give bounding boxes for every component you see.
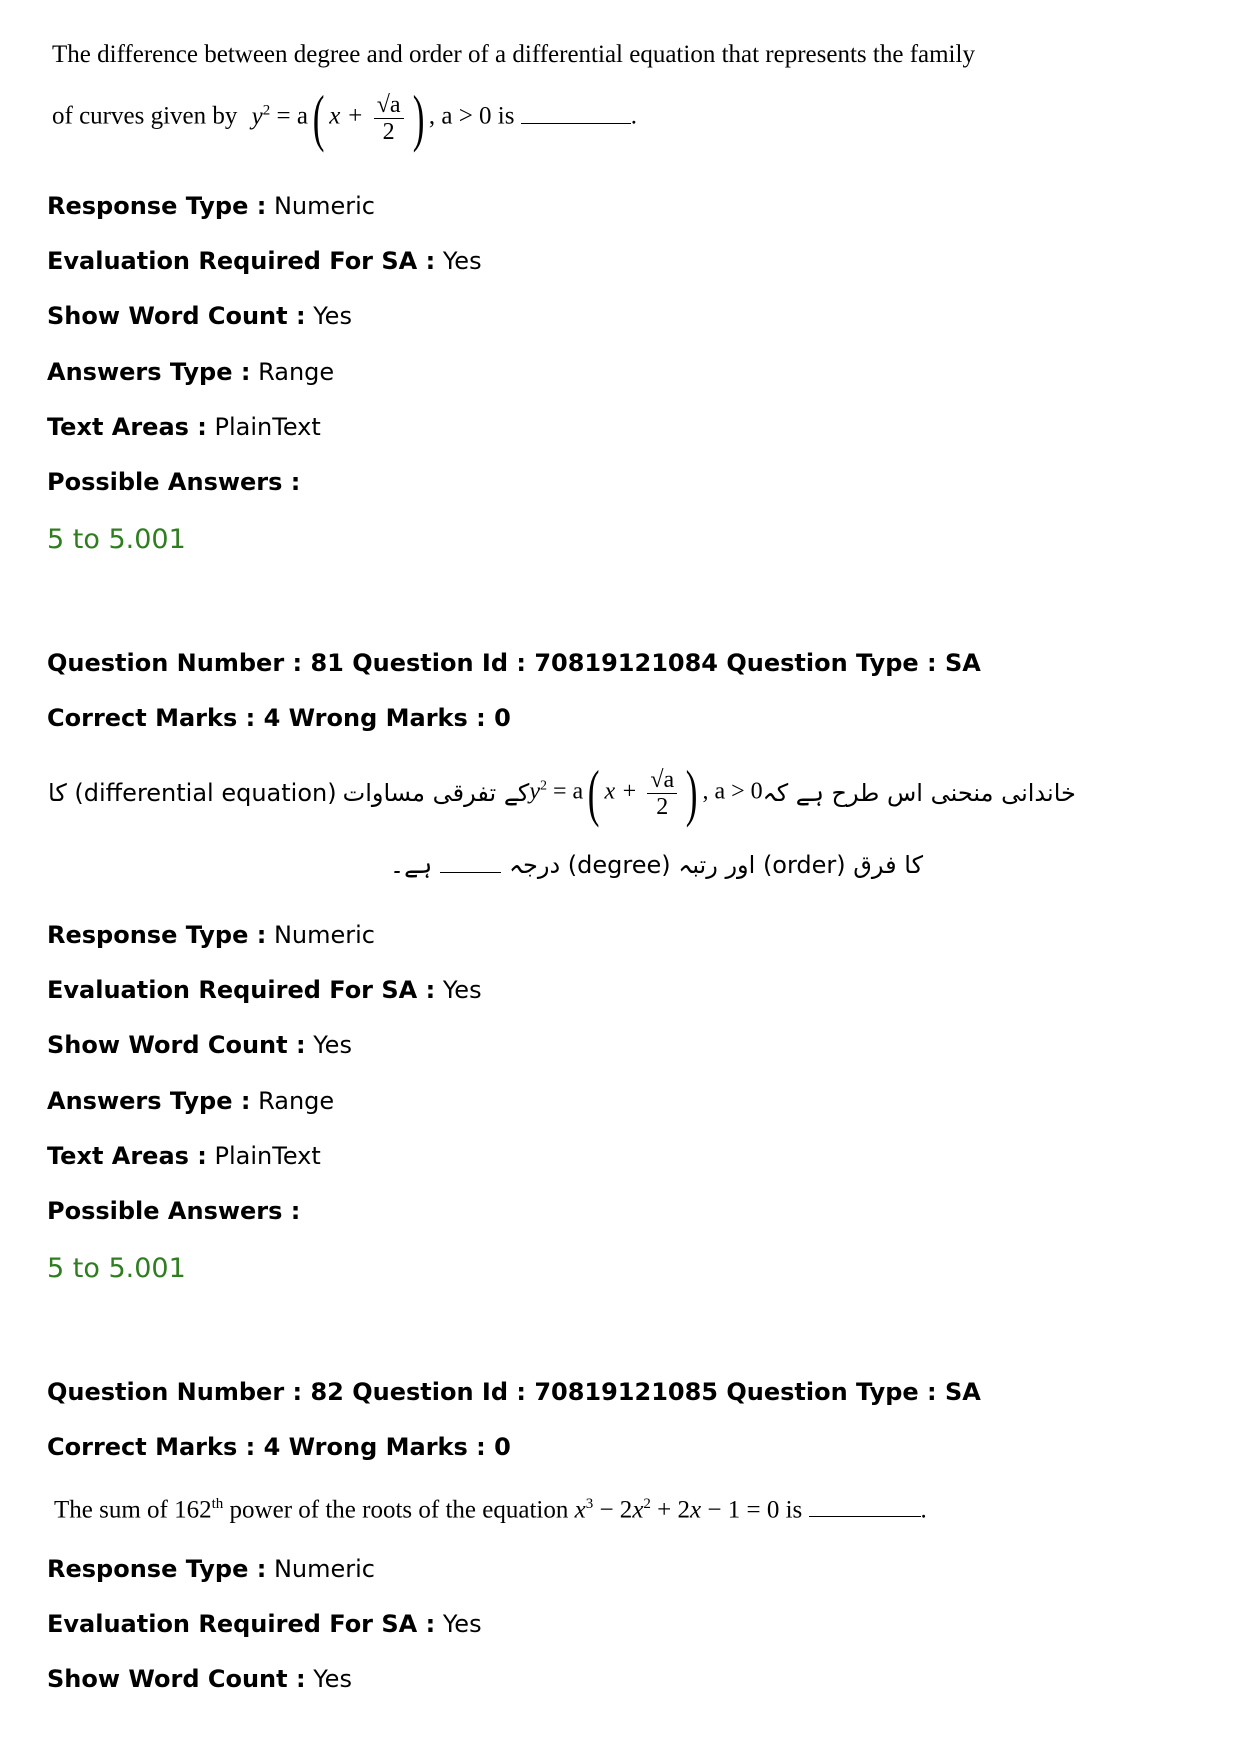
- q82-response-type: [47, 1554, 375, 1584]
- q82-eq-x: x: [574, 1496, 586, 1524]
- field-label: Response Type :: [47, 921, 267, 949]
- field-value: Yes: [313, 1031, 352, 1059]
- q80-text-areas: [47, 412, 321, 442]
- field-value: Range: [258, 358, 335, 386]
- q81-header: Question Number : 81 Question Id : 70819121084 Question Type : SA: [47, 649, 981, 677]
- q82-answer-blank: [809, 1494, 921, 1517]
- q80-eq-x: x +: [329, 102, 364, 130]
- q81-question-line2: [390, 850, 923, 879]
- q80-possible-answers: [47, 467, 300, 497]
- field-label: Answers Type :: [47, 358, 251, 386]
- q82-text-a: The sum of 162: [54, 1496, 212, 1524]
- q81-urdu-end: ہے۔: [390, 851, 433, 879]
- field-value: PlainText: [214, 1142, 321, 1170]
- q82-eq-c-var: x: [690, 1496, 702, 1524]
- q81-possible-answers: [47, 1196, 300, 1226]
- q80-eq-end: .: [630, 102, 637, 130]
- q80-answer-blank: [521, 101, 631, 124]
- q81-frac-den: 2: [656, 793, 669, 820]
- q82-eq-b-var: x: [632, 1496, 644, 1524]
- field-value: Yes: [442, 976, 482, 1004]
- field-label: Evaluation Required For SA :: [47, 247, 436, 275]
- field-label: Possible Answers :: [47, 1197, 301, 1225]
- q82-eq-c: + 2: [650, 1496, 691, 1524]
- q81-evaluation-required: [47, 975, 482, 1005]
- q81-eq-x: x +: [604, 778, 638, 805]
- q82-text-b: power of the roots of the equation: [223, 1496, 575, 1524]
- field-label: Show Word Count :: [47, 1031, 306, 1059]
- q80-text-line1: The difference between degree and order of a differential equation that represents the family: [52, 41, 975, 68]
- q80-eq-y: y: [251, 102, 263, 130]
- q81-urdu-mid: کے تفرقی مساوات: [342, 779, 530, 807]
- field-value: PlainText: [214, 413, 321, 441]
- q82-eq-b-sup: 2: [643, 1496, 651, 1512]
- q82-question-text: [54, 1487, 927, 1527]
- q80-eq-eq: = a: [276, 102, 308, 130]
- q80-evaluation-required: [47, 246, 482, 276]
- field-value: Yes: [442, 1610, 482, 1638]
- q82-eq-b: − 2: [593, 1496, 633, 1524]
- q82-show-word-count: [47, 1664, 352, 1694]
- q81-left-paren: (: [587, 757, 600, 828]
- q80-right-paren: ): [412, 82, 425, 153]
- q82-eq-x-sup: 3: [585, 1496, 594, 1512]
- field-label: Text Areas :: [47, 1142, 207, 1170]
- field-label: Answers Type :: [47, 1087, 251, 1115]
- q82-text-sup: th: [211, 1496, 224, 1512]
- q80-eq-exp: 2: [262, 102, 271, 119]
- q81-answer-blank: [440, 850, 501, 873]
- q81-question-line1: [48, 757, 1076, 828]
- q81-response-type: [47, 920, 375, 950]
- field-label: Show Word Count :: [47, 1665, 306, 1693]
- q80-text-prefix: of curves given by: [52, 102, 238, 130]
- q81-eq-tail: , a > 0: [702, 778, 763, 805]
- q80-eq-tail: , a > 0 is: [428, 102, 515, 130]
- q81-text-areas: [47, 1141, 321, 1171]
- field-label: Response Type :: [47, 1555, 267, 1583]
- q80-question-line2: [52, 82, 637, 153]
- q81-eq-eq: = a: [552, 778, 584, 805]
- field-label: Show Word Count :: [47, 302, 306, 330]
- q81-frac-num: √a: [647, 767, 677, 794]
- q80-left-paren: (: [312, 82, 325, 153]
- field-value: Yes: [313, 1665, 352, 1693]
- q80-fraction: [374, 92, 404, 145]
- field-label: Text Areas :: [47, 413, 207, 441]
- field-value: Range: [258, 1087, 335, 1115]
- field-value: Yes: [313, 302, 352, 330]
- q80-frac-num: √a: [374, 92, 404, 119]
- field-value: Yes: [442, 247, 482, 275]
- q81-fraction: [647, 767, 677, 820]
- q82-eq-d: − 1 = 0 is: [701, 1496, 803, 1524]
- q81-urdu-right: خاندانی منحنی اس طرح ہے کہ: [762, 779, 1076, 807]
- q80-answers-type: [47, 357, 334, 387]
- q81-right-paren: ): [685, 757, 698, 828]
- q82-eq-end: .: [920, 1496, 927, 1524]
- field-label: Response Type :: [47, 192, 267, 220]
- q81-answers-type: [47, 1086, 334, 1116]
- q81-eq-y: y: [529, 778, 540, 805]
- q81-urdu-left: کا (differential equation): [48, 779, 337, 807]
- q81-urdu-line2: درجہ (degree) اور رتبہ (order) کا فرق: [508, 851, 923, 879]
- field-label: Possible Answers :: [47, 468, 301, 496]
- field-value: Numeric: [273, 921, 375, 949]
- field-label: Evaluation Required For SA :: [47, 976, 436, 1004]
- q80-frac-den: 2: [382, 118, 395, 145]
- q81-eq-exp: 2: [539, 778, 547, 794]
- q81-answer-value: 5 to 5.001: [47, 1253, 186, 1284]
- q82-header: Question Number : 82 Question Id : 70819121085 Question Type : SA: [47, 1378, 981, 1406]
- q82-marks: Correct Marks : 4 Wrong Marks : 0: [47, 1433, 511, 1461]
- q81-equation: [529, 757, 763, 828]
- q81-marks: Correct Marks : 4 Wrong Marks : 0: [47, 704, 511, 732]
- field-label: Evaluation Required For SA :: [47, 1610, 436, 1638]
- q80-response-type: [47, 191, 375, 221]
- q80-answer-value: 5 to 5.001: [47, 524, 186, 555]
- q82-evaluation-required: [47, 1609, 482, 1639]
- q80-question-line1: [52, 38, 975, 72]
- field-value: Numeric: [273, 192, 375, 220]
- q80-show-word-count: [47, 301, 352, 331]
- field-value: Numeric: [273, 1555, 375, 1583]
- q81-show-word-count: [47, 1030, 352, 1060]
